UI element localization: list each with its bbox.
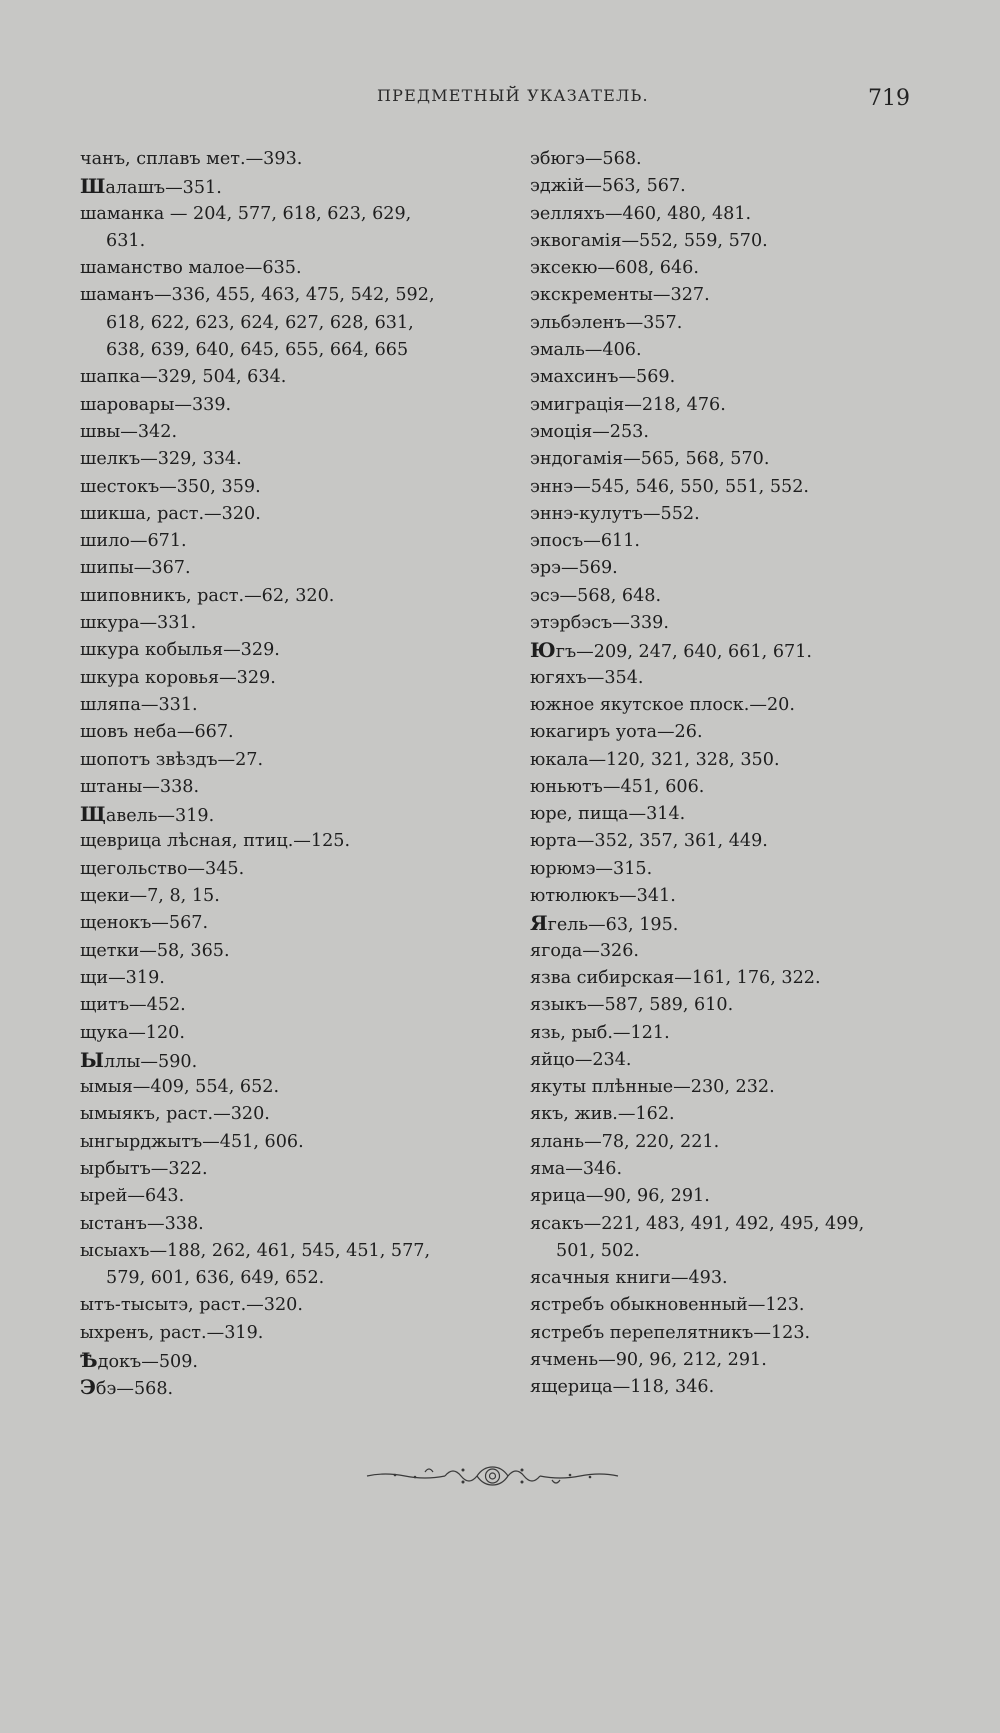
- right-index-entry: [530, 801, 910, 828]
- left-index-entry: [80, 419, 480, 446]
- left-index-entry: [80, 1129, 480, 1156]
- entry-text: эмаль—406.: [530, 340, 642, 361]
- entry-text: язва сибирская—161, 176, 322.: [530, 967, 821, 988]
- right-index-entry: [530, 1374, 910, 1401]
- right-index-entry: [530, 1101, 910, 1128]
- entry-text: 501, 502.: [556, 1240, 640, 1261]
- right-index-entry: [530, 1020, 910, 1047]
- left-index-entry: [80, 1074, 480, 1101]
- entry-text: эджiй—563, 567.: [530, 176, 686, 197]
- left-index-entry: [80, 938, 480, 965]
- left-index-entry: [80, 337, 480, 364]
- decorative-ornament-icon: [365, 1462, 620, 1490]
- entry-text: шопотъ звѣздъ—27.: [80, 749, 264, 770]
- left-index-entry: [80, 992, 480, 1019]
- section-initial: Ш: [80, 174, 106, 199]
- right-index-entry: [530, 1320, 910, 1347]
- right-index-entry: [530, 228, 910, 255]
- entry-text: ыхренъ, раст.—319.: [80, 1322, 264, 1343]
- entry-text: якъ, жив.—162.: [530, 1104, 675, 1125]
- entry-text: щетки—58, 365.: [80, 940, 230, 961]
- entry-text: 579, 601, 636, 649, 652.: [106, 1268, 325, 1289]
- left-index-entry: [80, 883, 480, 910]
- entry-text: шляпа—331.: [80, 694, 198, 715]
- entry-text: юкагиръ уота—26.: [530, 722, 703, 743]
- right-index-entry: [530, 364, 910, 391]
- entry-text: ымыя—409, 554, 652.: [80, 1077, 280, 1098]
- entry-text: ярица—90, 96, 291.: [530, 1186, 710, 1207]
- entry-text: эелляхъ—460, 480, 481.: [530, 203, 752, 224]
- left-index-entry: [80, 310, 480, 337]
- entry-text: экскременты—327.: [530, 285, 710, 306]
- entry-text: шаманъ—336, 455, 463, 475, 542, 592,: [80, 285, 435, 306]
- right-index-entry: [530, 501, 910, 528]
- right-index-entry: [530, 201, 910, 228]
- entry-text: юре, пища—314.: [530, 804, 686, 825]
- left-index-entry: [80, 1047, 480, 1074]
- right-index-entry: [530, 1183, 910, 1210]
- entry-text: гель—63, 195.: [547, 915, 679, 936]
- left-index-entry: [80, 528, 480, 555]
- right-index-entry: [530, 1129, 910, 1156]
- right-index-entry: [530, 419, 910, 446]
- right-index-entry: [530, 173, 910, 200]
- entry-text: эльбэленъ—357.: [530, 312, 683, 333]
- left-index-entry: [80, 637, 480, 664]
- entry-text: алашъ—351.: [105, 178, 222, 199]
- page-number: 719: [868, 86, 910, 111]
- entry-text: ынгырджытъ—451, 606.: [80, 1131, 304, 1152]
- entry-text: ыстанъ—338.: [80, 1213, 204, 1234]
- left-index-entry: [80, 392, 480, 419]
- left-index-entry: [80, 201, 480, 228]
- entry-text: щегольство—345.: [80, 858, 245, 879]
- entry-text: эннэ-кулутъ—552.: [530, 503, 700, 524]
- right-index-entry: [530, 938, 910, 965]
- right-index-entry: [530, 910, 910, 937]
- entry-text: язь, рыб.—121.: [530, 1022, 670, 1043]
- left-index-entry: [80, 665, 480, 692]
- right-index-entry: [530, 282, 910, 309]
- entry-text: 638, 639, 640, 645, 655, 664, 665: [106, 340, 409, 361]
- left-index-entry: [80, 747, 480, 774]
- entry-text: щенокъ—567.: [80, 913, 209, 934]
- entry-text: ячмень—90, 96, 212, 291.: [530, 1350, 767, 1371]
- entry-text: ящерица—118, 346.: [530, 1377, 715, 1398]
- right-index-entry: [530, 1347, 910, 1374]
- index-column-right: [530, 146, 910, 1402]
- left-index-entry: [80, 501, 480, 528]
- right-index-entry: [530, 637, 910, 664]
- left-index-entry: [80, 1211, 480, 1238]
- entry-text: ялань—78, 220, 221.: [530, 1131, 720, 1152]
- right-index-entry: [530, 665, 910, 692]
- left-index-entry: [80, 146, 480, 173]
- entry-text: шапка—329, 504, 634.: [80, 367, 287, 388]
- right-index-entry: [530, 965, 910, 992]
- entry-text: шикша, раст.—320.: [80, 503, 261, 524]
- entry-text: ястребъ перепелятникъ—123.: [530, 1322, 811, 1343]
- right-index-entry: [530, 583, 910, 610]
- entry-text: эндогамiя—565, 568, 570.: [530, 449, 770, 470]
- entry-text: штаны—338.: [80, 776, 200, 797]
- left-index-entry: [80, 255, 480, 282]
- entry-text: ллы—590.: [104, 1051, 198, 1072]
- entry-text: щи—319.: [80, 967, 165, 988]
- right-index-entry: [530, 1156, 910, 1183]
- right-index-entry: [530, 610, 910, 637]
- section-initial: Ѣ: [80, 1348, 98, 1373]
- entry-text: юрюмэ—315.: [530, 858, 653, 879]
- entry-text: шиповникъ, раст.—62, 320.: [80, 585, 335, 606]
- entry-text: щука—120.: [80, 1022, 185, 1043]
- entry-text: ютюлюкъ—341.: [530, 886, 676, 907]
- left-index-entry: [80, 719, 480, 746]
- left-index-entry: [80, 228, 480, 255]
- entry-text: ымыякъ, раст.—320.: [80, 1104, 270, 1125]
- right-index-entry: [530, 774, 910, 801]
- entry-text: ытъ-тысытэ, раст.—320.: [80, 1295, 303, 1316]
- entry-text: ясакъ—221, 483, 491, 492, 495, 499,: [530, 1213, 865, 1234]
- entry-text: щитъ—452.: [80, 995, 186, 1016]
- left-index-entry: [80, 364, 480, 391]
- entry-text: шаровары—339.: [80, 394, 232, 415]
- entry-text: ястребъ обыкновенный—123.: [530, 1295, 805, 1316]
- left-index-entry: [80, 692, 480, 719]
- entry-text: 618, 622, 623, 624, 627, 628, 631,: [106, 312, 414, 333]
- left-index-entry: [80, 1020, 480, 1047]
- section-initial: Щ: [80, 802, 106, 827]
- entry-text: шовъ неба—667.: [80, 722, 234, 743]
- right-index-entry: [530, 474, 910, 501]
- entry-text: шаманка — 204, 577, 618, 623, 629,: [80, 203, 412, 224]
- entry-text: эмахсинъ—569.: [530, 367, 676, 388]
- right-index-entry: [530, 828, 910, 855]
- left-index-entry: [80, 1101, 480, 1128]
- left-index-entry: [80, 282, 480, 309]
- entry-text: эксекю—608, 646.: [530, 258, 699, 279]
- left-index-entry: [80, 555, 480, 582]
- left-index-entry: [80, 856, 480, 883]
- left-index-entry: [80, 446, 480, 473]
- right-index-entry: [530, 719, 910, 746]
- left-index-entry: [80, 1292, 480, 1319]
- entry-text: юньютъ—451, 606.: [530, 776, 705, 797]
- entry-text: 631.: [106, 230, 146, 251]
- entry-text: югяхъ—354.: [530, 667, 644, 688]
- index-column-left: [80, 146, 480, 1402]
- entry-text: южное якутское плоск.—20.: [530, 694, 795, 715]
- entry-text: шелкъ—329, 334.: [80, 449, 242, 470]
- section-initial: Ю: [530, 638, 556, 663]
- right-index-entry: [530, 1074, 910, 1101]
- section-initial: Я: [530, 911, 548, 936]
- right-index-entry: [530, 392, 910, 419]
- left-index-entry: [80, 801, 480, 828]
- entry-text: чанъ, сплавъ мет.—393.: [80, 149, 303, 169]
- entry-text: эмиграцiя—218, 476.: [530, 394, 726, 415]
- left-index-entry: [80, 1183, 480, 1210]
- entry-text: щеки—7, 8, 15.: [80, 886, 220, 907]
- entry-text: эрэ—569.: [530, 558, 618, 579]
- entry-text: шило—671.: [80, 531, 187, 552]
- right-index-entry: [530, 337, 910, 364]
- right-index-entry: [530, 856, 910, 883]
- running-head: ПРЕДМЕТНЫЙ УКАЗАТЕЛЬ.: [377, 86, 649, 105]
- left-index-entry: [80, 610, 480, 637]
- entry-text: швы—342.: [80, 421, 178, 442]
- entry-text: этэрбэсъ—339.: [530, 613, 669, 634]
- entry-text: ясачныя книги—493.: [530, 1268, 728, 1289]
- right-index-entry: [530, 992, 910, 1019]
- right-index-entry: [530, 446, 910, 473]
- section-initial: Э: [80, 1375, 96, 1400]
- right-index-entry: [530, 1047, 910, 1074]
- entry-text: щеврица лѣсная, птиц.—125.: [80, 831, 351, 852]
- entry-text: языкъ—587, 589, 610.: [530, 995, 734, 1016]
- entry-text: юрта—352, 357, 361, 449.: [530, 831, 768, 852]
- entry-text: эпосъ—611.: [530, 531, 640, 552]
- entry-text: эквогамiя—552, 559, 570.: [530, 230, 768, 251]
- left-index-entry: [80, 173, 480, 200]
- entry-text: яма—346.: [530, 1158, 623, 1179]
- entry-text: юкала—120, 321, 328, 350.: [530, 749, 780, 770]
- right-index-entry: [530, 310, 910, 337]
- left-index-entry: [80, 1347, 480, 1374]
- left-index-entry: [80, 583, 480, 610]
- entry-text: гъ—209, 247, 640, 661, 671.: [555, 642, 812, 663]
- left-index-entry: [80, 774, 480, 801]
- right-index-entry: [530, 1211, 910, 1238]
- left-index-entry: [80, 1156, 480, 1183]
- right-index-entry: [530, 528, 910, 555]
- left-index-entry: [80, 828, 480, 855]
- entry-text: шкура кобылья—329.: [80, 640, 280, 661]
- left-index-entry: [80, 910, 480, 937]
- entry-text: шипы—367.: [80, 558, 191, 579]
- left-index-entry: [80, 1238, 480, 1265]
- entry-text: ысыахъ—188, 262, 461, 545, 451, 577,: [80, 1240, 431, 1261]
- entry-text: ырбытъ—322.: [80, 1158, 208, 1179]
- right-index-entry: [530, 747, 910, 774]
- right-index-entry: [530, 1238, 910, 1265]
- entry-text: эннэ—545, 546, 550, 551, 552.: [530, 476, 809, 497]
- right-index-entry: [530, 1265, 910, 1292]
- right-index-entry: [530, 692, 910, 719]
- entry-text: шестокъ—350, 359.: [80, 476, 261, 497]
- entry-text: докъ—509.: [97, 1352, 198, 1373]
- right-index-entry: [530, 1292, 910, 1319]
- entry-text: шкура коровья—329.: [80, 667, 276, 688]
- left-index-entry: [80, 1374, 480, 1401]
- entry-text: авель—319.: [105, 806, 215, 827]
- entry-text: шаманство малое—635.: [80, 258, 302, 279]
- entry-text: яйцо—234.: [530, 1049, 632, 1070]
- entry-text: бэ—568.: [95, 1379, 174, 1400]
- left-index-entry: [80, 1320, 480, 1347]
- right-index-entry: [530, 555, 910, 582]
- left-index-entry: [80, 474, 480, 501]
- left-index-entry: [80, 1265, 480, 1292]
- entry-text: ягода—326.: [530, 940, 639, 961]
- entry-text: ырей—643.: [80, 1186, 185, 1207]
- right-index-entry: [530, 146, 910, 173]
- right-index-entry: [530, 883, 910, 910]
- entry-text: якуты плѣнные—230, 232.: [530, 1077, 775, 1098]
- entry-text: эмоцiя—253.: [530, 421, 649, 442]
- entry-text: эбюгэ—568.: [530, 149, 642, 169]
- section-initial: Ы: [80, 1047, 105, 1072]
- right-index-entry: [530, 255, 910, 282]
- entry-text: эсэ—568, 648.: [530, 585, 662, 606]
- left-index-entry: [80, 965, 480, 992]
- entry-text: шкура—331.: [80, 613, 197, 634]
